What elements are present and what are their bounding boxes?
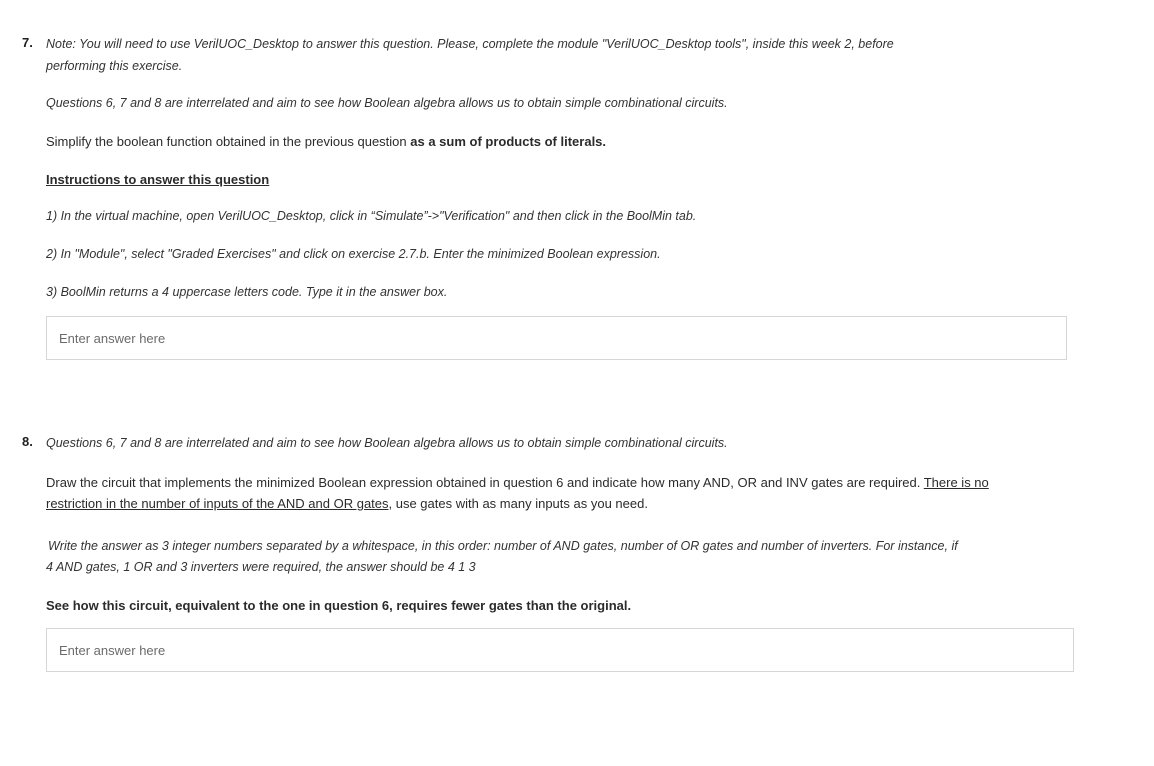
restriction-text-2: restriction in the number of inputs of the AND and OR gates xyxy=(46,496,389,511)
instruction-step-2: 2) In "Module", select "Graded Exercises" and click on exercise 2.7.b. Enter the minimized Boolean expression. xyxy=(46,247,661,261)
see-how-text: See how this circuit, equivalent to the one in question 6, requires fewer gates than the original. xyxy=(46,598,632,613)
instructions-heading: Instructions to answer this question xyxy=(46,172,270,187)
draw-suffix: , use gates with as many inputs as you need. xyxy=(388,496,648,511)
intro-text: Questions 6, 7 and 8 are interrelated and aim to see how Boolean algebra allows us to obtain simple combinational circuits. xyxy=(46,436,728,450)
restriction-text-1: There is no xyxy=(923,475,989,490)
question-number: 8. xyxy=(22,434,33,449)
draw-instructions xyxy=(46,472,1086,514)
note-line-1: Note: You will need to use VerilUOC_Desktop to answer this question. Please, complete the module "VerilUOC_Desktop tools", inside this week 2, before xyxy=(46,37,894,51)
instruction-step-3: 3) BoolMin returns a 4 uppercase letters code. Type it in the answer box. xyxy=(46,285,448,299)
intro-text: Questions 6, 7 and 8 are interrelated and aim to see how Boolean algebra allows us to obtain simple combinational circuits. xyxy=(46,96,728,110)
note-line-2: performing this exercise. xyxy=(46,59,183,73)
format-line-1: Write the answer as 3 integer numbers separated by a whitespace, in this order: number of AND gates, number of OR gates and number of inverters. For instance, if xyxy=(48,539,958,553)
simplify-prefix: Simplify the boolean function obtained in the previous question xyxy=(46,134,411,149)
format-line-2: 4 AND gates, 1 OR and 3 inverters were required, the answer should be 4 1 3 xyxy=(46,560,476,574)
instruction-step-1: 1) In the virtual machine, open VerilUOC_Desktop, click in “Simulate”->"Verification" and then click in the BoolMin tab. xyxy=(46,209,697,223)
answer-input[interactable] xyxy=(46,628,1074,672)
question-number: 7. xyxy=(22,35,33,50)
answer-input[interactable] xyxy=(46,316,1067,360)
simplify-bold: as a sum of products of literals. xyxy=(410,134,607,149)
simplify-text xyxy=(46,132,606,151)
draw-text: Draw the circuit that implements the minimized Boolean expression obtained in question 6 and indicate how many AND, OR and INV gates are required. xyxy=(46,475,924,490)
